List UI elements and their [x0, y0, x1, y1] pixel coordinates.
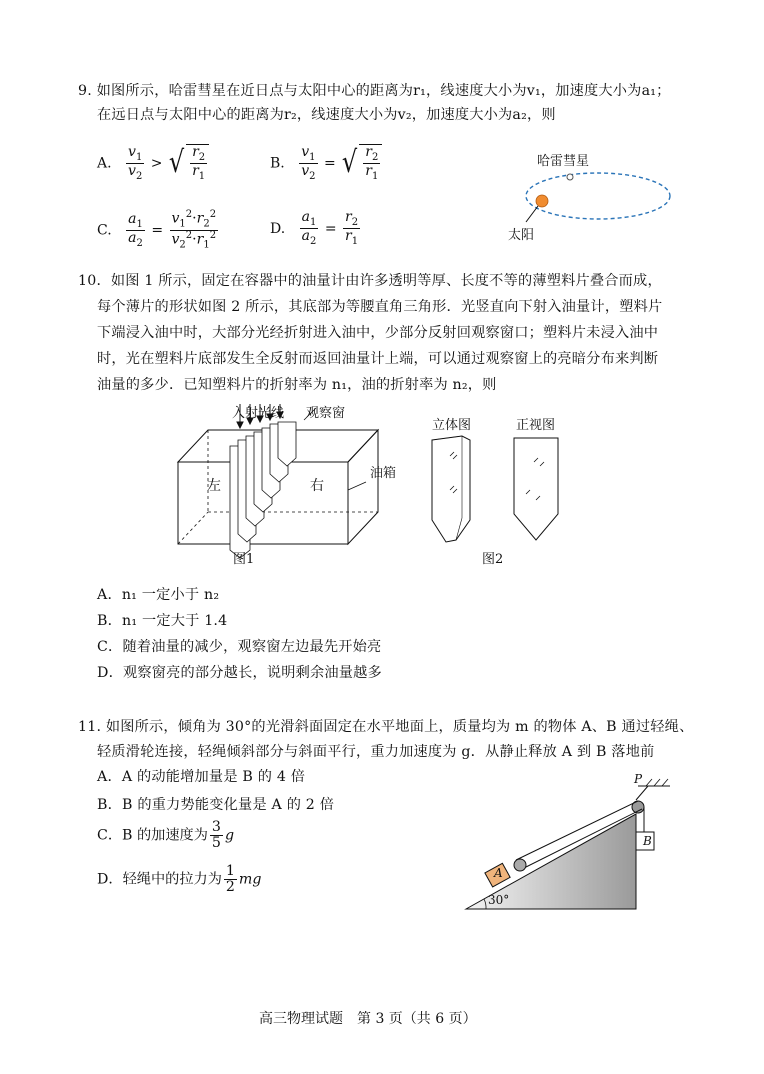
comet-label: 哈雷彗星 [537, 154, 590, 169]
figure-2-plate [426, 432, 576, 547]
fig2-3d-label: 立体图 [432, 418, 472, 433]
fig1-window-label: 观察窗 [306, 406, 346, 421]
q9-option-a: A. $\frac{v_1}{v_2}$ > √ $\frac{r_2}{r_1}$ [97, 144, 209, 183]
orbit-ellipse [526, 173, 670, 219]
q10-stem-line3: 下端浸入油中时，大部分光经折射进入油中，少部分反射回观察窗口；塑料片未浸入油中 [97, 325, 659, 341]
fig1-caption: 图1 [233, 552, 255, 567]
q9-option-d: D. $\frac{a_1}{a_2}$ = $\frac{r_2}{r_1}$ [270, 209, 359, 248]
fig1-left-label: 左 [207, 478, 221, 494]
angle-label: 30° [488, 893, 510, 907]
q10-option-c: C．随着油量的减少，观察窗左边最先开始亮 [97, 639, 382, 655]
q9-stem-line2: 在远日点与太阳中心的距离为r₂，线速度大小为v₂，加速度大小为a₂，则 [97, 107, 556, 123]
q10-stem-line4: 时，光在塑料片底部发生全反射而返回油量计上端，可以通过观察窗上的亮暗分布来判断 [97, 351, 659, 367]
q11-option-c: C．B 的加速度为 $\frac{3}{5}$ g [97, 819, 235, 851]
q11-option-a: A．A 的动能增加量是 B 的 4 倍 [97, 769, 306, 785]
fig1-right-label: 右 [310, 478, 324, 494]
q9-option-b: B. $\frac{v_1}{v_2}$ = √ $\frac{r_2}{r_1}$ [270, 144, 382, 183]
q11-option-b: B．B 的重力势能变化量是 A 的 2 倍 [97, 797, 335, 813]
q10-stem-line5: 油量的多少．已知塑料片的折射率为 n₁，油的折射率为 n₂，则 [97, 377, 497, 393]
fig1-light-label: 入射光线 [232, 406, 285, 421]
fig1-tank-label: 油箱 [370, 466, 397, 481]
q10-option-b: B．n₁ 一定大于 1.4 [97, 613, 228, 629]
label-a: A [494, 866, 503, 880]
sun-label: 太阳 [508, 228, 535, 243]
fig2-caption: 图2 [482, 552, 504, 567]
q9-option-c: C. $\frac{a_1}{a_2}$ = $\frac{v_1^2\cdot r_2^2}{v_2^2\cdot r_1^2}$ [97, 209, 217, 251]
label-p: P [634, 772, 643, 786]
q10-stem-line1: 10．如图 1 所示，固定在容器中的油量计由许多透明等厚、长度不等的薄塑料片叠合而成， [78, 273, 662, 289]
fig2-front-label: 正视图 [516, 418, 556, 433]
page-footer: 高三物理试题 第 3 页（共 6 页） [259, 1011, 477, 1027]
incline-pulley-diagram [460, 772, 700, 912]
q10-stem-line2: 每个薄片的形状如图 2 所示，其底部为等腰直角三角形．光竖直向下射入油量计，塑料片 [97, 299, 663, 315]
comet-dot [567, 174, 573, 180]
sun-circle [536, 195, 548, 207]
q10-option-d: D．观察窗亮的部分越长，说明剩余油量越多 [97, 665, 382, 681]
q11-option-d: D．轻绳中的拉力为 $\frac{1}{2}$ mg [97, 863, 262, 895]
q11-stem-line2: 轻质滑轮连接，轻绳倾斜部分与斜面平行，重力加速度为 g．从静止释放 A 到 B 落地前 [97, 744, 655, 760]
q11-stem-line1: 11. 如图所示，倾角为 30°的光滑斜面固定在水平地面上，质量均为 m 的物体 A、B 通过轻绳、 [78, 719, 694, 735]
label-b: B [643, 834, 652, 848]
q9-stem-line1: 9. 如图所示，哈雷彗星在近日点与太阳中心的距离为r₁，线速度大小为v₁，加速度大小为a₁； [78, 83, 671, 99]
q10-option-a: A．n₁ 一定小于 n₂ [97, 587, 220, 603]
